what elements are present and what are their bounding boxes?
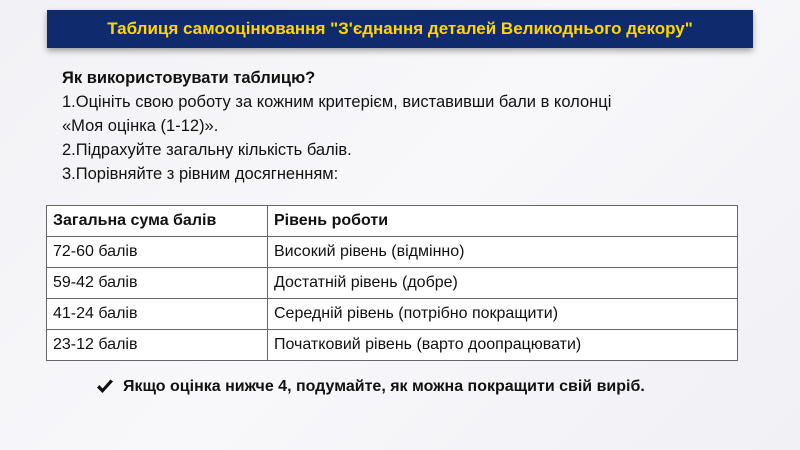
column-header-work-level: Рівень роботи xyxy=(268,206,738,237)
table-header-row xyxy=(47,206,738,237)
instruction-step-3: 3.Порівняйте з рівним досягненням: xyxy=(62,165,339,183)
tip-note xyxy=(95,377,735,397)
check-icon xyxy=(95,377,115,397)
score-range-cell: 59-42 балів xyxy=(47,268,268,299)
table-row xyxy=(47,299,738,330)
instructions-block xyxy=(62,66,722,186)
table-row xyxy=(47,237,738,268)
level-cell: Достатній рівень (добре) xyxy=(268,268,738,299)
score-range-cell: 23-12 балів xyxy=(47,330,268,361)
tip-text: Якщо оцінка нижче 4, подумайте, як можна покращити свій виріб. xyxy=(123,378,645,395)
column-header-total-score: Загальна сума балів xyxy=(47,206,268,237)
score-table xyxy=(46,205,738,361)
instructions-heading: Як використовувати таблицю? xyxy=(62,69,316,87)
table-row xyxy=(47,268,738,299)
page-title: Таблиця самооцінювання "З'єднання деталей Великоднього декору" xyxy=(107,19,693,38)
score-range-cell: 72-60 балів xyxy=(47,237,268,268)
level-cell: Середній рівень (потрібно покращити) xyxy=(268,299,738,330)
title-banner xyxy=(47,10,753,48)
table-row xyxy=(47,330,738,361)
instruction-step-1: 1.Оцініть свою роботу за кожним критерієм, виставивши бали в колонці xyxy=(62,93,612,111)
score-table-container xyxy=(46,205,738,361)
score-range-cell: 41-24 балів xyxy=(47,299,268,330)
level-cell: Високий рівень (відмінно) xyxy=(268,237,738,268)
instruction-step-1-continued: «Моя оцінка (1-12)». xyxy=(62,117,219,135)
level-cell: Початковий рівень (варто доопрацювати) xyxy=(268,330,738,361)
instruction-step-2: 2.Підрахуйте загальну кількість балів. xyxy=(62,141,352,159)
